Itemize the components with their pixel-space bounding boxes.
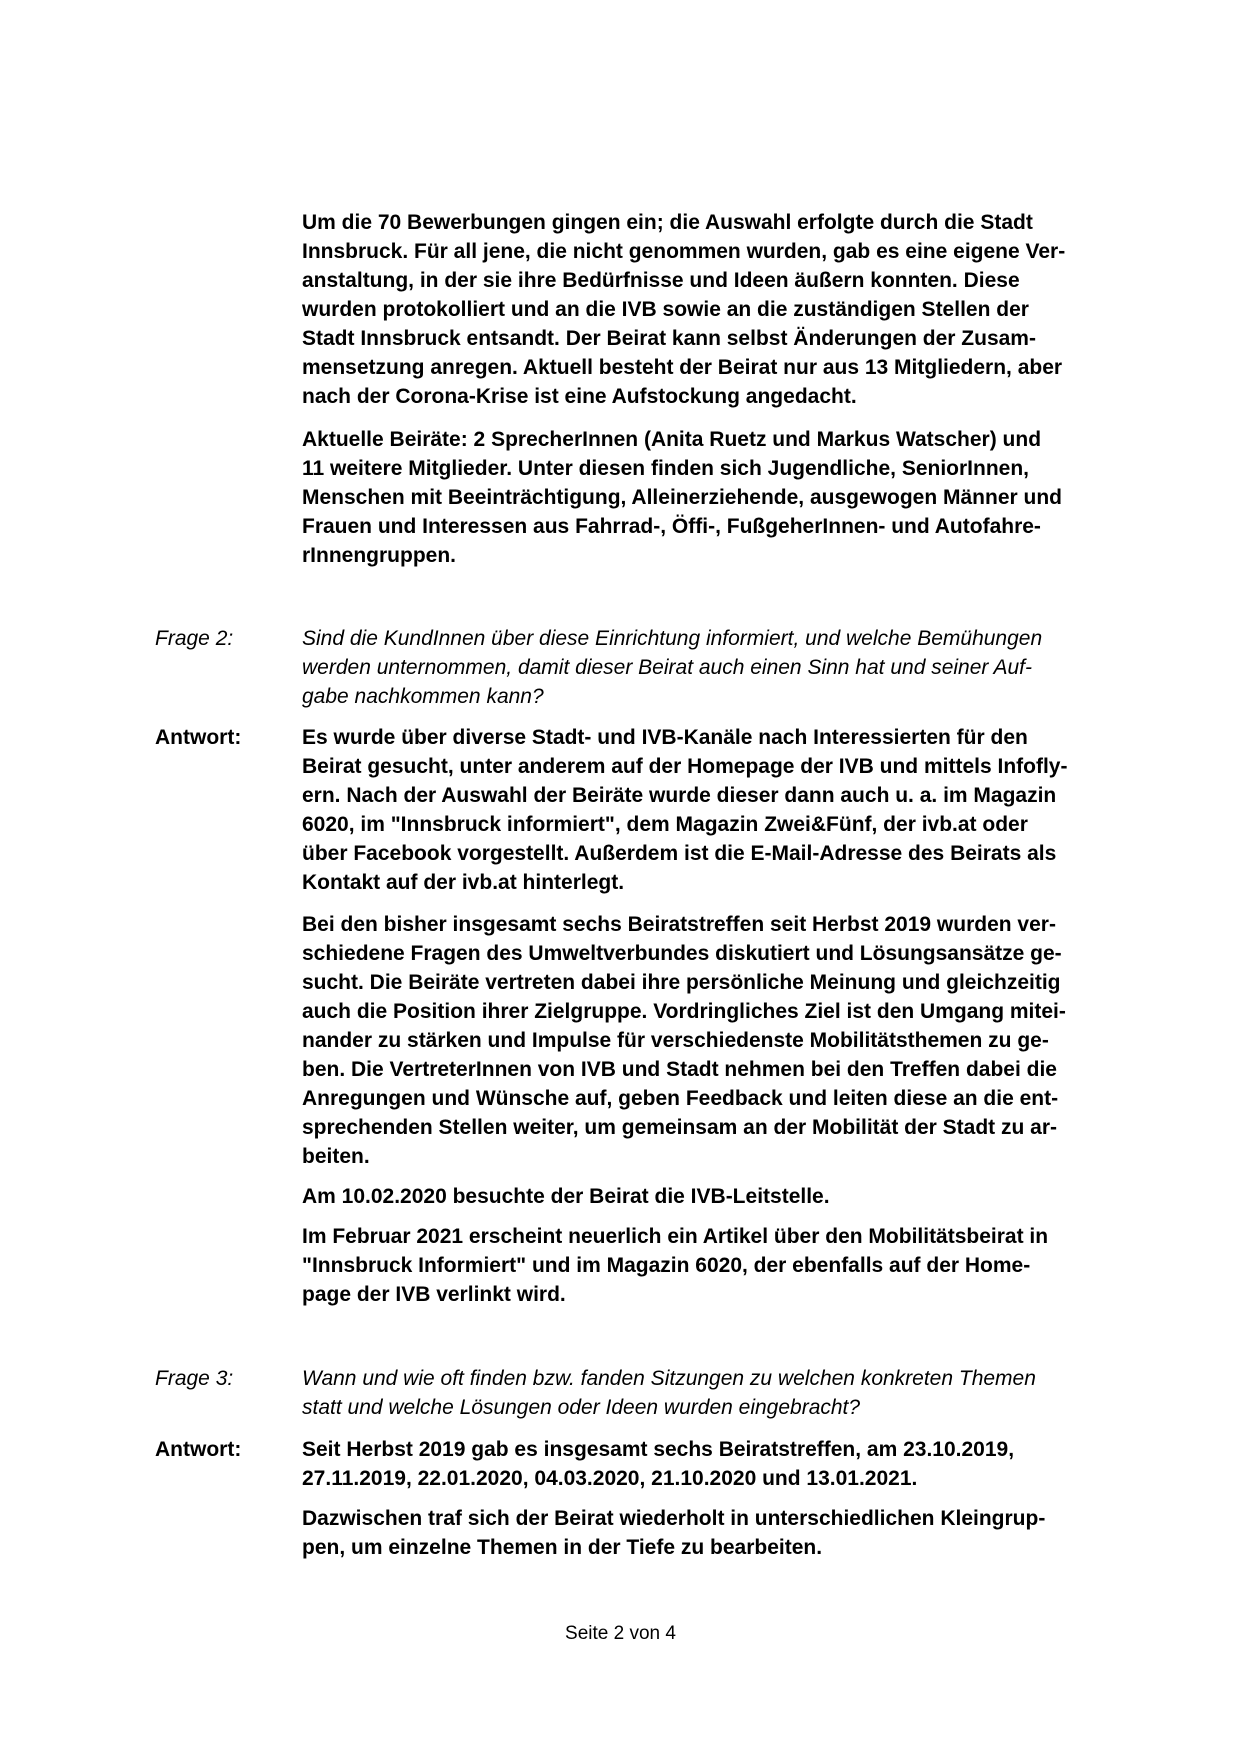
text-line: beiten. [302,1145,370,1168]
answer-3-paragraph-1 [302,1435,1142,1493]
text-line: sucht. Die Beiräte vertreten dabei ihre persönliche Meinung und gleichzeitig [302,971,1061,994]
text-line: werden unternommen, damit dieser Beirat auch einen Sinn hat und seiner Auf- [302,656,1032,679]
page-number-footer: Seite 2 von 4 [565,1623,676,1644]
question-2-label: Frage 2: [155,627,234,650]
answer-2-label: Antwort: [155,726,242,749]
text-line: Wann und wie oft finden bzw. fanden Sitzungen zu welchen konkreten Themen [302,1367,1036,1390]
text-line: Bei den bisher insgesamt sechs Beiratstreffen seit Herbst 2019 wurden ver- [302,913,1056,936]
text-line: 11 weitere Mitglieder. Unter diesen finden sich Jugendliche, SeniorInnen, [302,457,1030,480]
question-2-text [302,624,1142,711]
text-line: "Innsbruck Informiert" und im Magazin 6020, der ebenfalls auf der Home- [302,1254,1031,1277]
text-line: ben. Die VertreterInnen von IVB und Stadt nehmen bei den Treffen dabei die [302,1058,1057,1081]
text-line: schiedene Fragen des Umweltverbundes diskutiert und Lösungsansätze ge- [302,942,1062,965]
text-line: sprechenden Stellen weiter, um gemeinsam an der Mobilität der Stadt zu ar- [302,1116,1058,1139]
text-line: Sind die KundInnen über diese Einrichtung informiert, und welche Bemühungen [302,627,1043,650]
text-line: Seit Herbst 2019 gab es insgesamt sechs Beiratstreffen, am 23.10.2019, [302,1438,1015,1461]
text-line: pen, um einzelne Themen in der Tiefe zu bearbeiten. [302,1536,823,1559]
answer-3-paragraph-2 [302,1504,1142,1562]
text-line: Im Februar 2021 erscheint neuerlich ein Artikel über den Mobilitätsbeirat in [302,1225,1049,1248]
answer-2-paragraph-2 [302,910,1142,1171]
text-line: rInnengruppen. [302,544,456,567]
text-line: Dazwischen traf sich der Beirat wiederholt in unterschiedlichen Kleingrup- [302,1507,1046,1530]
text-line: nander zu stärken und Impulse für verschiedenste Mobilitätsthemen zu ge- [302,1029,1049,1052]
text-line: statt und welche Lösungen oder Ideen wurden eingebracht? [302,1396,861,1419]
question-3-text [302,1364,1142,1422]
text-line: page der IVB verlinkt wird. [302,1283,566,1306]
intro-paragraph-2 [302,425,1142,570]
answer-2-paragraph-3 [302,1182,1142,1211]
text-line: 6020, im "Innsbruck informiert", dem Magazin Zwei&Fünf, der ivb.at oder [302,813,1028,836]
answer-2-paragraph-4 [302,1222,1142,1309]
answer-3-label: Antwort: [155,1438,242,1461]
text-line: über Facebook vorgestellt. Außerdem ist die E-Mail-Adresse des Beirats als [302,842,1057,865]
text-line: Kontakt auf der ivb.at hinterlegt. [302,871,625,894]
text-line: Stadt Innsbruck entsandt. Der Beirat kann selbst Änderungen der Zusam- [302,327,1036,350]
question-3-label: Frage 3: [155,1367,234,1390]
text-line: auch die Position ihrer Zielgruppe. Vordringliches Ziel ist den Umgang mitei- [302,1000,1066,1023]
text-line: Frauen und Interessen aus Fahrrad-, Öffi-, FußgeherInnen- und Autofahre- [302,515,1041,538]
text-line: anstaltung, in der sie ihre Bedürfnisse und Ideen äußern konnten. Diese [302,269,1020,292]
text-line: Anregungen und Wünsche auf, geben Feedback und leiten diese an die ent- [302,1087,1059,1110]
text-line: 27.11.2019, 22.01.2020, 04.03.2020, 21.10.2020 und 13.01.2021. [302,1467,918,1490]
text-line: Beirat gesucht, unter anderem auf der Homepage der IVB und mittels Infofly- [302,755,1068,778]
text-line: nach der Corona-Krise ist eine Aufstockung angedacht. [302,385,857,408]
intro-paragraph-1 [302,208,1142,411]
text-line: mensetzung anregen. Aktuell besteht der Beirat nur aus 13 Mitgliedern, aber [302,356,1063,379]
text-line: Am 10.02.2020 besuchte der Beirat die IVB-Leitstelle. [302,1185,830,1208]
text-line: gabe nachkommen kann? [302,685,544,708]
text-line: Menschen mit Beeinträchtigung, Alleinerziehende, ausgewogen Männer und [302,486,1062,509]
text-line: Es wurde über diverse Stadt- und IVB-Kanäle nach Interessierten für den [302,726,1028,749]
text-line: wurden protokolliert und an die IVB sowie an die zuständigen Stellen der [302,298,1029,321]
text-line: ern. Nach der Auswahl der Beiräte wurde dieser dann auch u. a. im Magazin [302,784,1057,807]
text-line: Aktuelle Beiräte: 2 SprecherInnen (Anita Ruetz und Markus Watscher) und [302,428,1042,451]
text-line: Um die 70 Bewerbungen gingen ein; die Auswahl erfolgte durch die Stadt [302,211,1033,234]
text-line: Innsbruck. Für all jene, die nicht genommen wurden, gab es eine eigene Ver- [302,240,1066,263]
answer-2-paragraph-1 [302,723,1142,897]
